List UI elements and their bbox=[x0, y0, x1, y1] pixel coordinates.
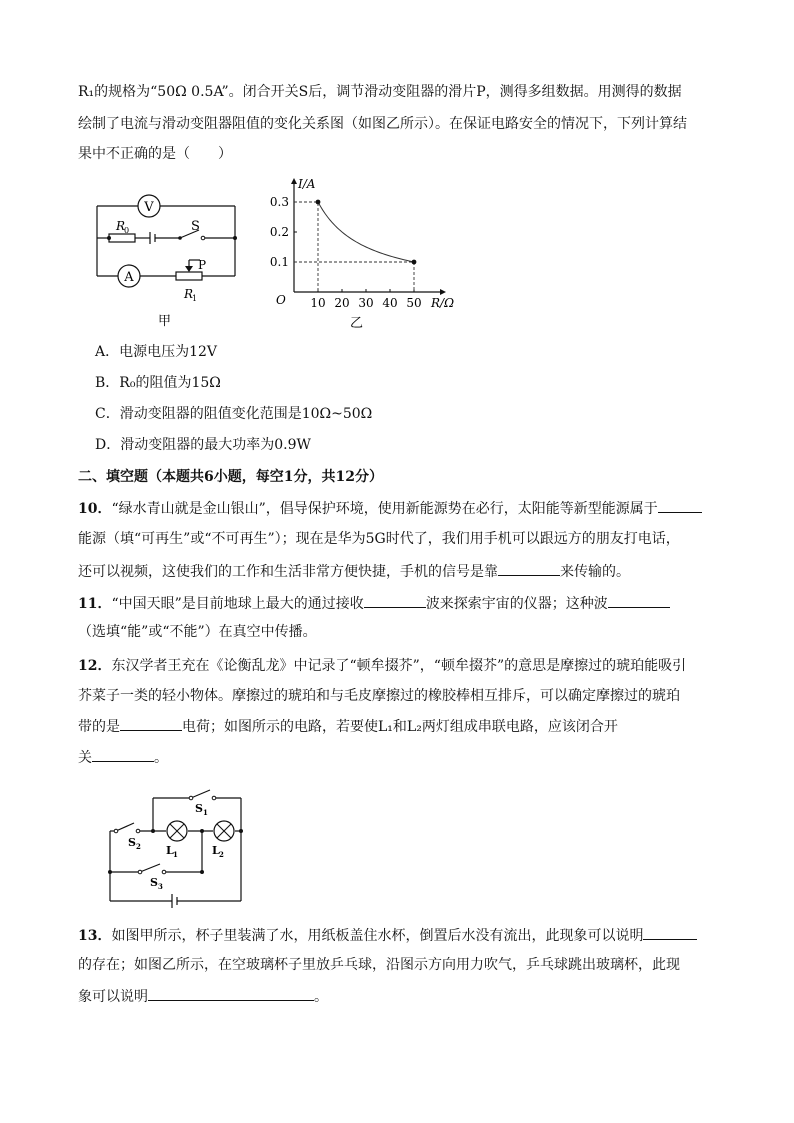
y-axis-label: I/A bbox=[298, 177, 316, 191]
y-tick-label: 0.1 bbox=[270, 255, 289, 269]
q12-line-2: 芥菜子一类的轻小物体。摩擦过的琥珀和与毛皮摩擦过的橡胶棒相互排斥，可以确定摩擦过的琥珀 bbox=[78, 688, 680, 704]
y-tick-label: 0.3 bbox=[270, 195, 289, 209]
option-a: A．电源电压为12V bbox=[95, 344, 218, 360]
voltmeter-label: V bbox=[144, 200, 154, 215]
origin-label: O bbox=[276, 293, 286, 307]
circuit-diagram-jia bbox=[88, 188, 248, 333]
s1-subscript: 1 bbox=[203, 808, 208, 817]
switch-label: S bbox=[191, 219, 200, 234]
q11-blank-1[interactable] bbox=[364, 593, 426, 608]
q11-number: 11． bbox=[78, 596, 112, 612]
x-tick-label: 30 bbox=[358, 296, 374, 310]
l1-label: L bbox=[166, 844, 174, 857]
q10-line-3 bbox=[78, 561, 630, 582]
q9-line-1: R₁的规格为“50Ω 0.5A”。闭合开关S后，调节滑动变阻器的滑片P，测得多组数据。用测得的数据 bbox=[78, 84, 682, 100]
s2-label: S bbox=[128, 836, 136, 849]
q11-blank-2[interactable] bbox=[608, 593, 670, 608]
q13-text-3b: 。 bbox=[314, 989, 328, 1005]
q13-text-1: 如图甲所示，杯子里装满了水，用纸板盖住水杯，倒置后水没有流出，此现象可以说明 bbox=[111, 928, 644, 944]
s2-subscript: 2 bbox=[136, 842, 141, 851]
q11-line-2: （选填“能”或“不能”）在真空中传播。 bbox=[78, 624, 317, 640]
x-tick-label: 20 bbox=[334, 296, 350, 310]
q10-text-3b: 来传输的。 bbox=[560, 564, 630, 580]
q12-text-4: 关 bbox=[78, 750, 92, 766]
slider-label: P bbox=[198, 258, 207, 272]
x-tick-label: 40 bbox=[382, 296, 398, 310]
q9-line-2: 绘制了电流与滑动变阻器阻值的变化关系图（如图乙所示）。在保证电路安全的情况下，下列计算结 bbox=[78, 116, 687, 132]
figure-caption-jia: 甲 bbox=[158, 314, 172, 329]
s3-subscript: 3 bbox=[158, 882, 163, 891]
r1-label: R bbox=[184, 287, 194, 301]
l2-label: L bbox=[212, 844, 220, 857]
q12-text-1: 东汉学者王充在《论衡乱龙》中记录了“顿牟掇芥”，“顿牟掇芥”的意思是摩擦过的琥珀能吸引 bbox=[111, 658, 687, 674]
q11-line-1 bbox=[78, 593, 670, 614]
q13-line-3 bbox=[78, 986, 328, 1007]
q12-text-3b: 电荷；如图所示的电路，若要使L₁和L₂两灯组成串联电路，应该闭合开 bbox=[182, 719, 618, 735]
series-parallel-circuit bbox=[88, 788, 258, 913]
q12-line-3 bbox=[78, 716, 618, 737]
q10-line-2: 能源（填“可再生”或“不可再生”）；现在是华为5G时代了，我们用手机可以跟远方的朋友打电话， bbox=[78, 531, 680, 547]
l1-subscript: 1 bbox=[173, 850, 178, 859]
x-axis-arrow bbox=[440, 289, 446, 295]
q10-blank-2[interactable] bbox=[498, 561, 560, 576]
q13-number: 13． bbox=[78, 928, 112, 944]
r0-subscript: 0 bbox=[124, 226, 130, 235]
section-heading: 二、填空题（本题共6小题，每空1分，共12分） bbox=[78, 469, 383, 485]
x-tick-label: 10 bbox=[310, 296, 326, 310]
x-axis-label: R/Ω bbox=[431, 296, 455, 310]
q10-number: 10． bbox=[78, 501, 112, 517]
q10-blank-1[interactable] bbox=[658, 498, 702, 513]
q12-blank-2[interactable] bbox=[92, 747, 154, 762]
q11-text-1b: 波来探索宇宙的仪器；这种波 bbox=[425, 596, 608, 612]
s1-label: S bbox=[195, 802, 203, 815]
x-tick-label: 50 bbox=[406, 296, 422, 310]
q13-text-3: 象可以说明 bbox=[78, 989, 148, 1005]
option-c: C．滑动变阻器的阻值变化范围是10Ω~50Ω bbox=[95, 406, 373, 422]
s3-label: S bbox=[150, 876, 158, 889]
r0-label: R bbox=[116, 219, 126, 233]
q9-line-3: 果中不正确的是（ ） bbox=[78, 146, 232, 162]
l2-subscript: 2 bbox=[219, 850, 224, 859]
q10-text-1: “绿水青山就是金山银山”，倡导保护环境，使用新能源势在必行，太阳能等新型能源属于 bbox=[111, 501, 658, 517]
q10-line-1 bbox=[78, 498, 702, 519]
option-d: D．滑动变阻器的最大功率为0.9W bbox=[95, 437, 311, 453]
q12-text-4b: 。 bbox=[154, 750, 168, 766]
q12-number: 12． bbox=[78, 658, 112, 674]
data-point-end bbox=[412, 260, 417, 265]
data-point-start bbox=[316, 200, 321, 205]
q12-line-1 bbox=[78, 656, 686, 676]
current-curve bbox=[318, 202, 414, 262]
r1-subscript: 1 bbox=[192, 294, 198, 303]
lamp-l2-symbol bbox=[214, 821, 234, 841]
q12-text-3: 带的是 bbox=[78, 719, 120, 735]
y-axis-arrow bbox=[291, 178, 297, 184]
y-tick-label: 0.2 bbox=[270, 225, 289, 239]
q12-line-4 bbox=[78, 747, 168, 768]
q13-line-1 bbox=[78, 925, 697, 946]
q12-blank-1[interactable] bbox=[120, 716, 182, 731]
q10-text-3: 还可以视频，这使我们的工作和生活非常方便快捷，手机的信号是靠 bbox=[78, 564, 498, 580]
q13-blank-1[interactable] bbox=[643, 925, 697, 940]
lamp-l1-symbol bbox=[167, 821, 187, 841]
q11-text-1: “中国天眼”是目前地球上最大的通过接收 bbox=[111, 596, 364, 612]
ammeter-label: A bbox=[124, 270, 134, 285]
q13-blank-2[interactable] bbox=[148, 986, 314, 1001]
q13-line-2: 的存在；如图乙所示，在空玻璃杯子里放乒乓球，沿图示方向用力吹气，乒乓球跳出玻璃杯，此现 bbox=[78, 957, 680, 973]
option-b: B．R₀的阻值为15Ω bbox=[95, 375, 221, 391]
guide-line-start bbox=[294, 202, 318, 292]
current-resistance-graph bbox=[270, 170, 465, 330]
figure-caption-yi: 乙 bbox=[350, 316, 364, 330]
